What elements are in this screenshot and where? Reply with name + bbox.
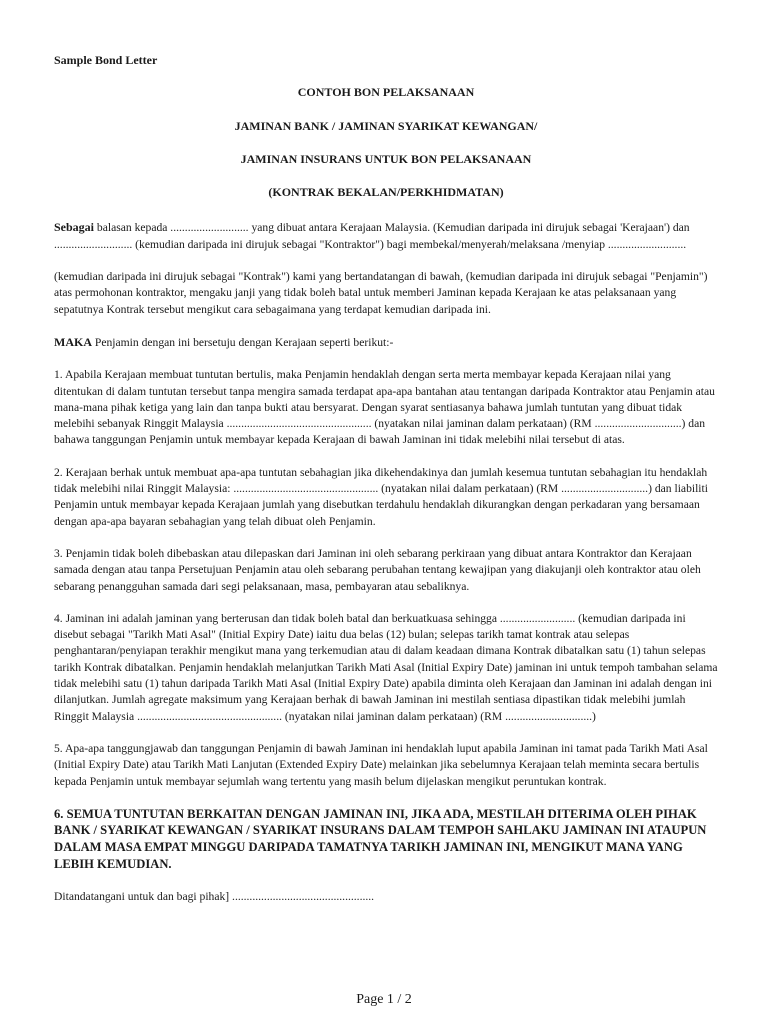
clause-4: 4. Jaminan ini adalah jaminan yang berterusan dan tidak boleh batal dan berkuatkuasa sehingga .......................... (kemudian daripada ini disebut sebagai "Tarikh Mati Asal" (Initial Expiry Date) iaitu dua belas (12) bulan; selepas tarikh tamat kontrak atau selepas penghantaran/penyiapan terakhir mengikut mana yang terkemudian atau di dalam keadaan dimana Kontrak dibatalkan satu (1) tahun selepas tarikh Kontrak dibatalkan. Penjamin hendaklah melanjutkan Tarikh Mati Asal (Initial Expiry Date) jaminan ini untuk tempoh tambahan selama tidak melebihi satu (1) tahun daripada Tarikh Mati Asal (Initial Expiry Date) apabila diminta oleh Kerajaan dan Jaminan ini adalah dengan ini dilanjutkan. Jumlah agregate maksimum yang Kerajaan berhak di bawah Jaminan ini mestilah sentiasa dipastikan tidak melebihi jumlah Ringgit Malaysia .................................................. (nyatakan nilai jaminan dalam perkataan) (RM ..............................) (54, 611, 718, 723)
signature-line: Ditandatangani untuk dan bagi pihak] ................................................. (54, 890, 375, 904)
clause-2: 2. Kerajaan berhak untuk membuat apa-apa tuntutan sebahagian jika dikehendakinya dan jumlah kesemua tuntutan sebahagian itu hendaklah tidak melebihi nilai Ringgit Malaysia: .................................................. (nyatakan nilai dalam perkataan) (RM ..............................) dan liabiliti Penjamin untuk membayar kepada Kerajaan jumlah yang disebutkan terdahulu hendaklah dikurangkan dengan perkadaran yang bersamaan dengan apa-apa bayaran sebahagian yang telah dibuat oleh Penjamin. (54, 465, 708, 528)
heading-guarantee-type: JAMINAN BANK / JAMINAN SYARIKAT KEWANGAN/ (234, 118, 538, 133)
maka-paragraph (54, 334, 718, 351)
intro-paragraph (54, 219, 718, 253)
document-label: Sample Bond Letter (54, 53, 158, 67)
maka-lead-word: MAKA (54, 334, 92, 349)
clause-6: 6. SEMUA TUNTUTAN BERKAITAN DENGAN JAMINAN INI, JIKA ADA, MESTILAH DITERIMA OLEH PIHAK BANK / SYARIKAT KEWANGAN / SYARIKAT INSURANS DALAM TEMPOH SAHLAKU JAMINAN INI ATAUPUN DALAM MASA EMPAT MINGGU DARIPADA TAMATNYA TARIKH JAMINAN INI, MENGIKUT MANA YANG LEBIH KEMUDIAN. (54, 806, 707, 871)
contract-paragraph: (kemudian daripada ini dirujuk sebagai "Kontrak") kami yang bertandatangan di bawah, (kemudian daripada ini dirujuk sebagai "Penjamin") atas permohonan kontraktor, mengaku janji yang tidak boleh batal untuk memberi Jaminan kepada Kerajaan ke atas pelaksanaan yang sepatutnya Kontrak tersebut mengikut cara sebagaimana yang terdapat kemudian daripada ini. (54, 270, 708, 316)
intro-lead-word: Sebagai (54, 220, 95, 235)
heading-insurance: JAMINAN INSURANS UNTUK BON PELAKSANAAN (240, 151, 532, 166)
clause-1: 1. Apabila Kerajaan membuat tuntutan bertulis, maka Penjamin hendaklah dengan serta merta membayar kepada Kerajaan nilai yang ditentukan di dalam tuntutan tersebut tanpa mengira samada terdapat apa-apa bantahan atau tentangan daripada Kontraktor atau Penjamin atau mana-mana pihak ketiga yang lain dan tanpa bukti atau bersyarat. Dengan syarat sentiasanya bahawa jumlah tuntutan yang dibuat tidak melebihi sebanyak Ringgit Malaysia .................................................. (nyatakan nilai jaminan dalam perkataan) (RM ..............................) dan bahawa tanggungan Penjamin untuk membayar kepada Kerajaan di bawah Jaminan ini tidak melebihi nilai tersebut di atas. (54, 368, 715, 447)
clause-5: 5. Apa-apa tanggungjawab dan tanggungan Penjamin di bawah Jaminan ini hendaklah luput apabila Jaminan ini tamat pada Tarikh Mati Asal (Initial Expiry Date) atau Tarikh Mati Lanjutan (Extended Expiry Date) melainkan jika sebelumnya Kerajaan telah meminta secara bertulis kepada Penjamin untuk membayar sejumlah wang tertentu yang masih belum dijelaskan mengikut peruntukan kontrak. (54, 741, 708, 788)
maka-text: Penjamin dengan ini bersetuju dengan Kerajaan seperti berikut:- (92, 335, 394, 349)
document-page (54, 52, 718, 905)
intro-text: balasan kepada ........................... yang dibuat antara Kerajaan Malaysia. (Kemudian daripada ini dirujuk sebagai 'Kerajaan') dan ........................... (kemudian daripada ini dirujuk sebagai "Kontraktor") bagi membekal/menyerah/melaksana /menyiap ........................... (54, 221, 690, 251)
clause-3: 3. Penjamin tidak boleh dibebaskan atau dilepaskan dari Jaminan ini oleh sebarang perkiraan yang dibuat antara Kontraktor dan Kerajaan samada dengan atau tanpa Persetujuan Penjamin atau oleh sebarang perubahan tentang kewajipan yang diakujanji oleh kontraktor atau oleh sebarang penangguhan samada dari segi pelaksanaan, masa, pembayaran atau sebaliknya. (54, 546, 701, 593)
heading-title: CONTOH BON PELAKSANAAN (297, 85, 475, 100)
heading-contract-type: (KONTRAK BEKALAN/PERKHIDMATAN) (268, 185, 504, 200)
page-number: Page 1 / 2 (356, 992, 412, 1007)
